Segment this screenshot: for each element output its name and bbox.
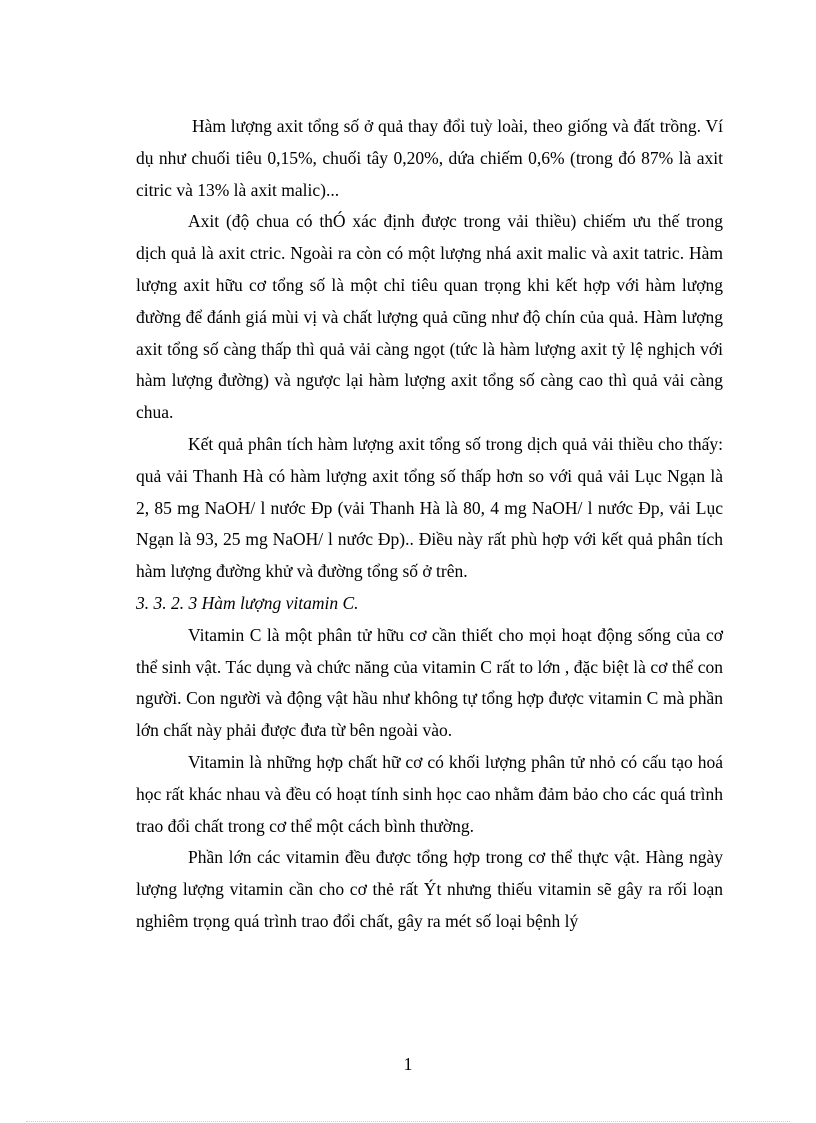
paragraph-acid-content: Hàm lượng axit tổng số ở quả thay đổi tuỳ loài, theo giống và đất trồng. Ví dụ như chuối tiêu 0,15%, chuối tây 0,20%, dứa chiếm 0,6% (trong đó 87% là axit citric và 13% là axit malic)... — [136, 116, 723, 200]
paragraph-vitamin-synthesis: Phần lớn các vitamin đều được tổng hợp trong cơ thể thực vật. Hàng ngày lượng lượng vitamin cần cho cơ thẻ rất Ýt nhưng thiếu vitamin sẽ gây ra rối loạn nghiêm trọng quá trình trao đổi chất, gây ra mét số loại bệnh lý — [136, 847, 723, 931]
paragraph-vitamin-definition: Vitamin là những hợp chất hữ cơ có khối lượng phân tử nhỏ có cấu tạo hoá học rất khác nhau và đều có hoạt tính sinh học cao nhằm đảm bảo cho các quá trình trao đổi chất trong cơ thể một cách bình thường. — [136, 751, 723, 836]
paragraph-acid-results: Kết quả phân tích hàm lượng axit tổng số trong dịch quả vải thiều cho thấy: quả vải Thanh Hà có hàm lượng axit tổng số thấp hơn so với quả vải Lục Ngạn là 2, 85 mg NaOH/ l nước Đp (vải Thanh Hà là 80, 4 mg NaOH/ l nước Đp, vải Lục Ngạn là 93, 25 mg NaOH/ l nước Đp).. Điều này rất phù hợp với kết quả phân tích hàm lượng đường khử và đường tổng số ở trên. — [136, 433, 723, 582]
document-body — [136, 111, 723, 938]
section-heading-vitamin-c: 3. 3. 2. 3 Hàm lượng vitamin C. — [136, 592, 359, 613]
page-number: 1 — [403, 1054, 413, 1074]
paragraph-vitamin-c-intro: Vitamin C là một phân tử hữu cơ cần thiết cho mọi hoạt động sống của cơ thể sinh vật. Tác dụng và chức năng của vitamin C rất to lớn , đặc biệt là cơ thể con người. Con người và động vật hầu như không tự tổng hợp được vitamin C mà phần lớn chất này phải được đưa từ bên ngoài vào. — [136, 624, 723, 741]
footer-divider — [26, 1121, 790, 1122]
paragraph-acid-role: Axit (độ chua có thÓ xác định được trong vải thiều) chiếm ưu thế trong dịch quả là axit ctric. Ngoài ra còn có một lượng nhá axit malic và axit tatric. Hàm lượng axit hữu cơ tổng số là một chỉ tiêu quan trọng khi kết hợp với hàm lượng đường để đánh giá mùi vị và chất lượng quả cũng như độ chín của quả. Hàm lượng axit tổng số càng thấp thì quả vải càng ngọt (tức là hàm lượng axit tỷ lệ nghịch với hàm lượng đường) và ngược lại hàm lượng axit tổng số càng cao thì quả vải càng chua. — [136, 211, 723, 423]
